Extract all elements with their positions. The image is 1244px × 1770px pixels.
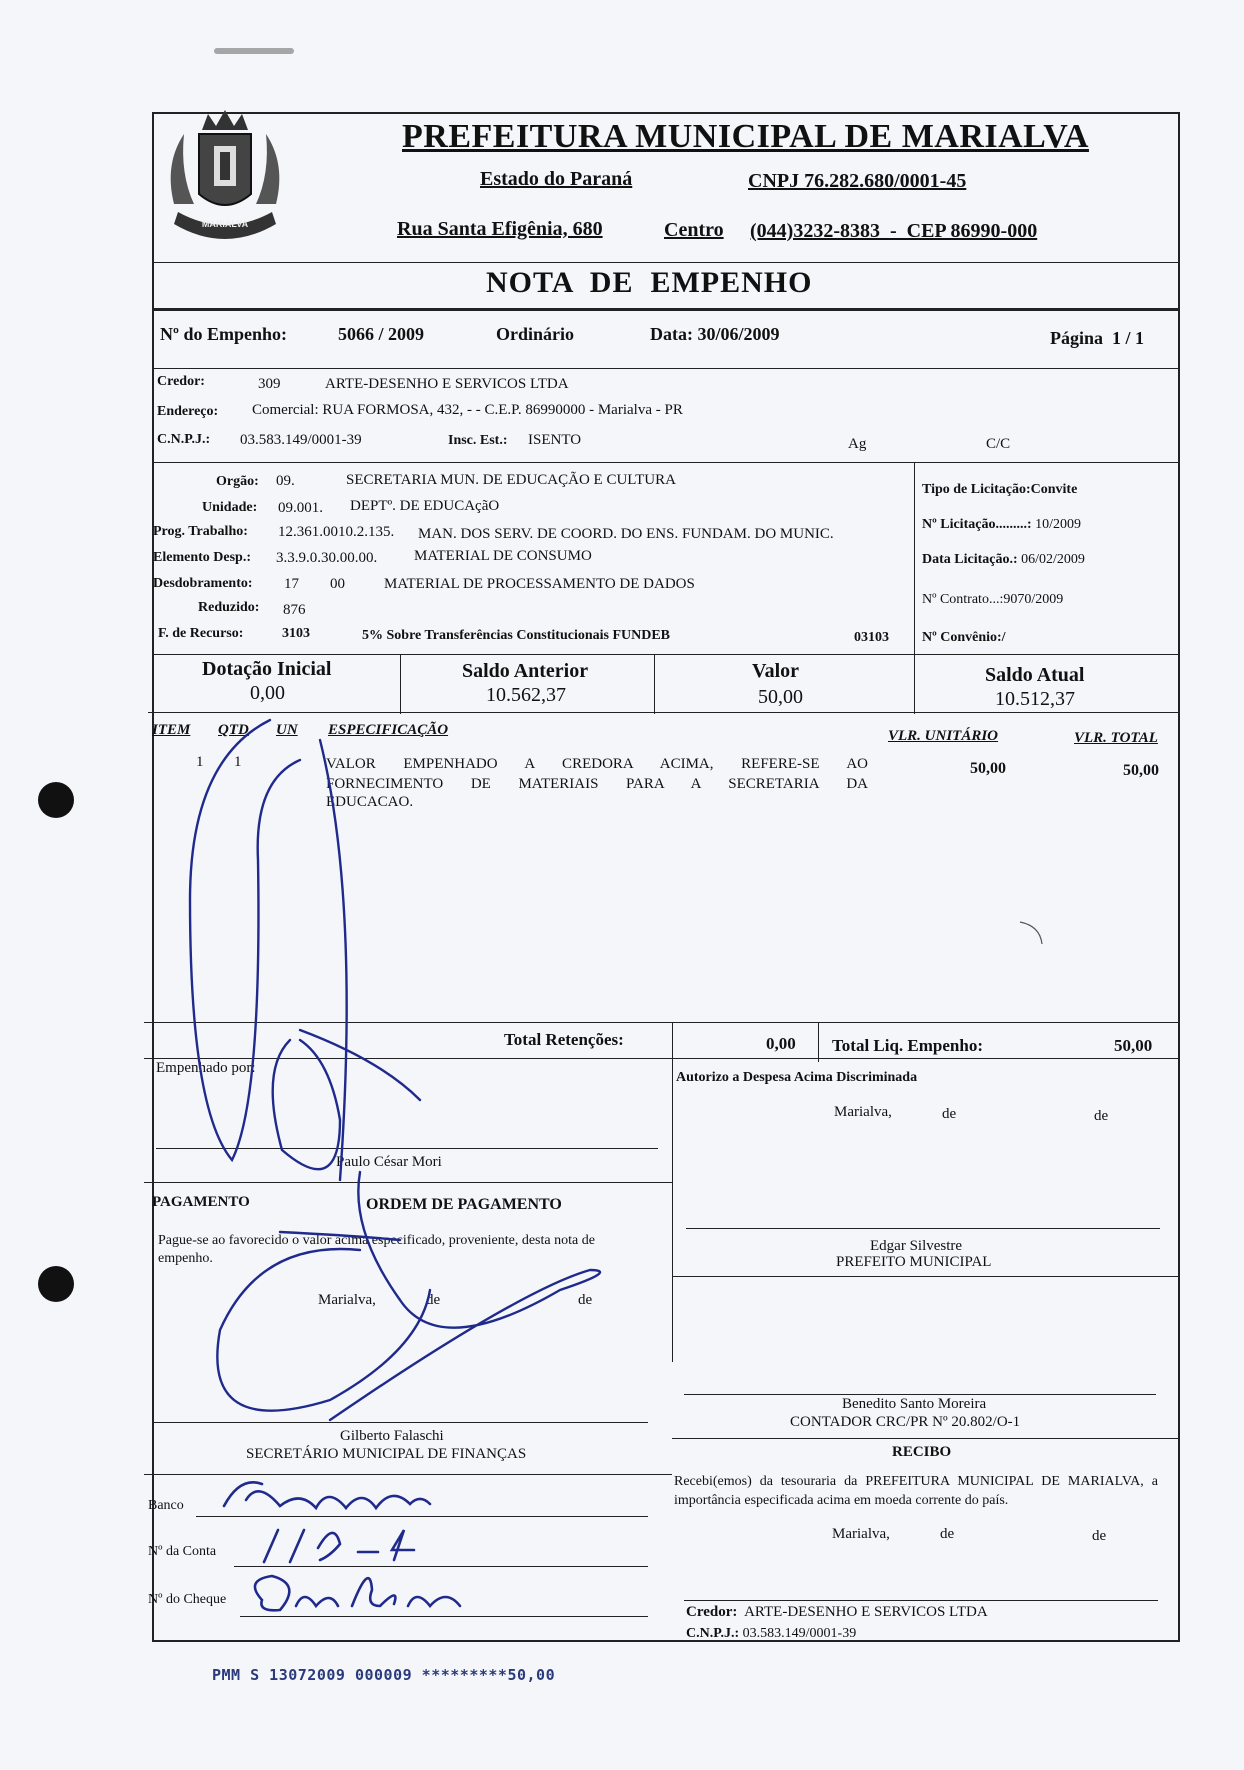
municipal-seal-icon [154, 104, 296, 254]
recibo-text: Recebi(emos) da tesouraria da PREFEITURA MUNICIPAL DE MARIALVA, a importância especificada acima em moeda corrente do país. [674, 1474, 1158, 1508]
row-espec-line3: EDUCACAO. [326, 794, 414, 810]
header-state: Estado do Paraná [480, 168, 633, 190]
retencoes-label: Total Retenções: [504, 1030, 624, 1049]
prog-label: Prog. Trabalho: [153, 524, 248, 539]
empenhado-label: Empenhado por: [156, 1060, 256, 1076]
recibo-credor [686, 1604, 988, 1621]
atual-label: Saldo Atual [985, 664, 1085, 686]
valor-label: Valor [752, 660, 800, 682]
header-qtd: QTD [218, 722, 249, 738]
reduzido-label: Reduzido: [198, 600, 260, 615]
empenhado-name: Paulo César Mori [336, 1154, 442, 1170]
licitacao-data-label: Data Licitação.: [922, 552, 1018, 567]
header-phone-cep: (044)3232-8383 - CEP 86990-000 [750, 220, 1038, 242]
autorizo-place: Marialva, [834, 1104, 892, 1120]
recibo-label: RECIBO [892, 1444, 952, 1460]
recurso-code: 3103 [282, 626, 310, 641]
valor-value: 50,00 [758, 686, 803, 708]
dotacao-value: 0,00 [250, 682, 285, 704]
orgao-name: SECRETARIA MUN. DE EDUCAÇÃO E CULTURA [346, 472, 676, 488]
ordem-pagamento-label: ORDEM DE PAGAMENTO [366, 1196, 562, 1213]
recurso-name: 5% Sobre Transferências Constitucionais FUNDEB [362, 628, 671, 643]
row-espec-line1: VALOR EMPENHADO A CREDORA ACIMA, REFERE-SE AO [326, 756, 868, 772]
prefeito-role: PREFEITO MUNICIPAL [836, 1254, 992, 1270]
credor-insc: ISENTO [528, 432, 582, 448]
pagamento-text: Pague-se ao favorecido o valor acima especificado, proveniente, desta nota de empenho. [158, 1233, 595, 1266]
orgao-code: 09. [276, 473, 295, 489]
desd-name: MATERIAL DE PROCESSAMENTO DE DADOS [384, 576, 695, 592]
credor-cc: C/C [986, 436, 1011, 452]
credor-address: Comercial: RUA FORMOSA, 432, - - C.E.P. 86990000 - Marialva - PR [252, 402, 683, 418]
conta-label: Nº da Conta [148, 1544, 217, 1559]
top-smudge [214, 48, 294, 54]
row-espec-line2: FORNECIMENTO DE MATERIAIS PARA A SECRETARIA DA [326, 776, 868, 792]
prog-name: MAN. DOS SERV. DE COORD. DO ENS. FUNDAM. DO MUNIC. [418, 526, 834, 542]
unidade-code: 09.001. [278, 500, 323, 516]
elem-code: 3.3.9.0.30.00.00. [276, 550, 378, 566]
address-label: Endereço: [157, 404, 219, 419]
cnpj-label: C.N.P.J.: [157, 432, 211, 447]
row-item: 1 [196, 754, 204, 770]
cheque-label: Nº do Cheque [148, 1592, 227, 1607]
credor-code: 309 [258, 376, 281, 392]
liquido-label: Total Liq. Empenho: [832, 1036, 983, 1055]
pagamento-label: PAGAMENTO [152, 1194, 250, 1210]
header-un: UN [276, 722, 298, 738]
header-item: ITEM [152, 722, 191, 738]
elem-label: Elemento Desp.: [153, 550, 251, 565]
credor-ag: Ag [848, 436, 867, 452]
credor-label: Credor: [157, 374, 205, 389]
recibo-cnpj [686, 1626, 856, 1642]
recibo-cnpj-value: 03.583.149/0001-39 [742, 1626, 857, 1641]
credor-name: ARTE-DESENHO E SERVICOS LTDA [325, 376, 569, 392]
empenho-date: Data: 30/06/2009 [650, 324, 780, 344]
recibo-cnpj-label: C.N.P.J.: [686, 1626, 740, 1641]
empenho-number-label: Nº do Empenho: [160, 324, 287, 344]
licitacao-data [922, 552, 1085, 568]
unidade-label: Unidade: [202, 500, 258, 515]
anterior-value: 10.562,37 [486, 684, 566, 706]
header-cnpj: CNPJ 76.282.680/0001-45 [748, 170, 967, 192]
row-total: 50,00 [1123, 762, 1159, 779]
prog-code: 12.361.0010.2.135. [278, 524, 395, 540]
recibo-de1: de [940, 1526, 955, 1542]
autorizo-de2: de [1094, 1108, 1109, 1124]
svg-text:MARIALVA: MARIALVA [201, 219, 249, 229]
contador-name: Benedito Santo Moreira [842, 1396, 987, 1412]
header-title: PREFEITURA MUNICIPAL DE MARIALVA [402, 118, 1089, 155]
licitacao-contrato: Nº Contrato...:9070/2009 [922, 592, 1064, 607]
liquido-value: 50,00 [1114, 1036, 1153, 1055]
unidade-name: DEPTº. DE EDUCAçãO [350, 498, 500, 514]
recibo-de2: de [1092, 1528, 1107, 1544]
licitacao-data-value: 06/02/2009 [1021, 552, 1085, 567]
empenho-type: Ordinário [496, 324, 575, 344]
prefeito-name: Edgar Silvestre [870, 1238, 963, 1254]
desd-label: Desdobramento: [153, 576, 253, 591]
credor-cnpj: 03.583.149/0001-39 [240, 432, 362, 448]
header-street: Rua Santa Efigênia, 680 [397, 218, 603, 240]
recibo-credor-name: ARTE-DESENHO E SERVICOS LTDA [744, 1604, 988, 1620]
empenho-page: Página 1 / 1 [1050, 328, 1145, 348]
pagamento-place: Marialva, [318, 1292, 376, 1308]
header-espec: ESPECIFICAÇÃO [328, 722, 449, 738]
pagamento-de1: de [426, 1292, 441, 1308]
desd-code2: 00 [330, 576, 345, 592]
licitacao-convenio: Nº Convênio:/ [922, 630, 1006, 645]
reduzido-value: 876 [283, 602, 306, 618]
atual-value: 10.512,37 [995, 688, 1075, 710]
contador-role: CONTADOR CRC/PR Nº 20.802/O-1 [790, 1414, 1021, 1430]
desd-code1: 17 [284, 576, 299, 592]
autorizo-de1: de [942, 1106, 957, 1122]
punch-hole-bottom [38, 1266, 74, 1302]
licitacao-tipo: Tipo de Licitação:Convite [922, 482, 1078, 497]
insc-label: Insc. Est.: [448, 433, 508, 448]
licitacao-numero [922, 517, 1081, 533]
retencoes-value: 0,00 [766, 1034, 796, 1053]
empenho-number: 5066 / 2009 [338, 324, 425, 344]
elem-name: MATERIAL DE CONSUMO [414, 548, 592, 564]
banco-label: Banco [148, 1498, 184, 1513]
secretario-role: SECRETÁRIO MUNICIPAL DE FINANÇAS [246, 1446, 527, 1462]
secretario-name: Gilberto Falaschi [340, 1428, 444, 1444]
licitacao-numero-label: Nº Licitação.........: [922, 517, 1032, 532]
licitacao-numero-value: 10/2009 [1035, 517, 1081, 532]
orgao-label: Orgão: [216, 474, 259, 489]
pagamento-de2: de [578, 1292, 593, 1308]
anterior-label: Saldo Anterior [462, 660, 589, 682]
recurso-label: F. de Recurso: [158, 626, 244, 641]
dotacao-label: Dotação Inicial [202, 658, 332, 680]
recurso-code2: 03103 [854, 630, 889, 645]
recibo-credor-label: Credor: [686, 1604, 738, 1620]
header-unit: VLR. UNITÁRIO [888, 728, 999, 744]
autorizo-label: Autorizo a Despesa Acima Discriminada [676, 1070, 918, 1085]
header-total: VLR. TOTAL [1074, 730, 1158, 746]
recibo-place: Marialva, [832, 1526, 890, 1542]
row-unit: 50,00 [970, 760, 1006, 777]
bank-stamp: PMM S 13072009 000009 *********50,00 [212, 1666, 556, 1684]
row-qtd: 1 [234, 754, 242, 770]
header-district: Centro [664, 219, 724, 241]
punch-hole-top [38, 782, 74, 818]
doc-title: NOTA DE EMPENHO [486, 266, 813, 299]
